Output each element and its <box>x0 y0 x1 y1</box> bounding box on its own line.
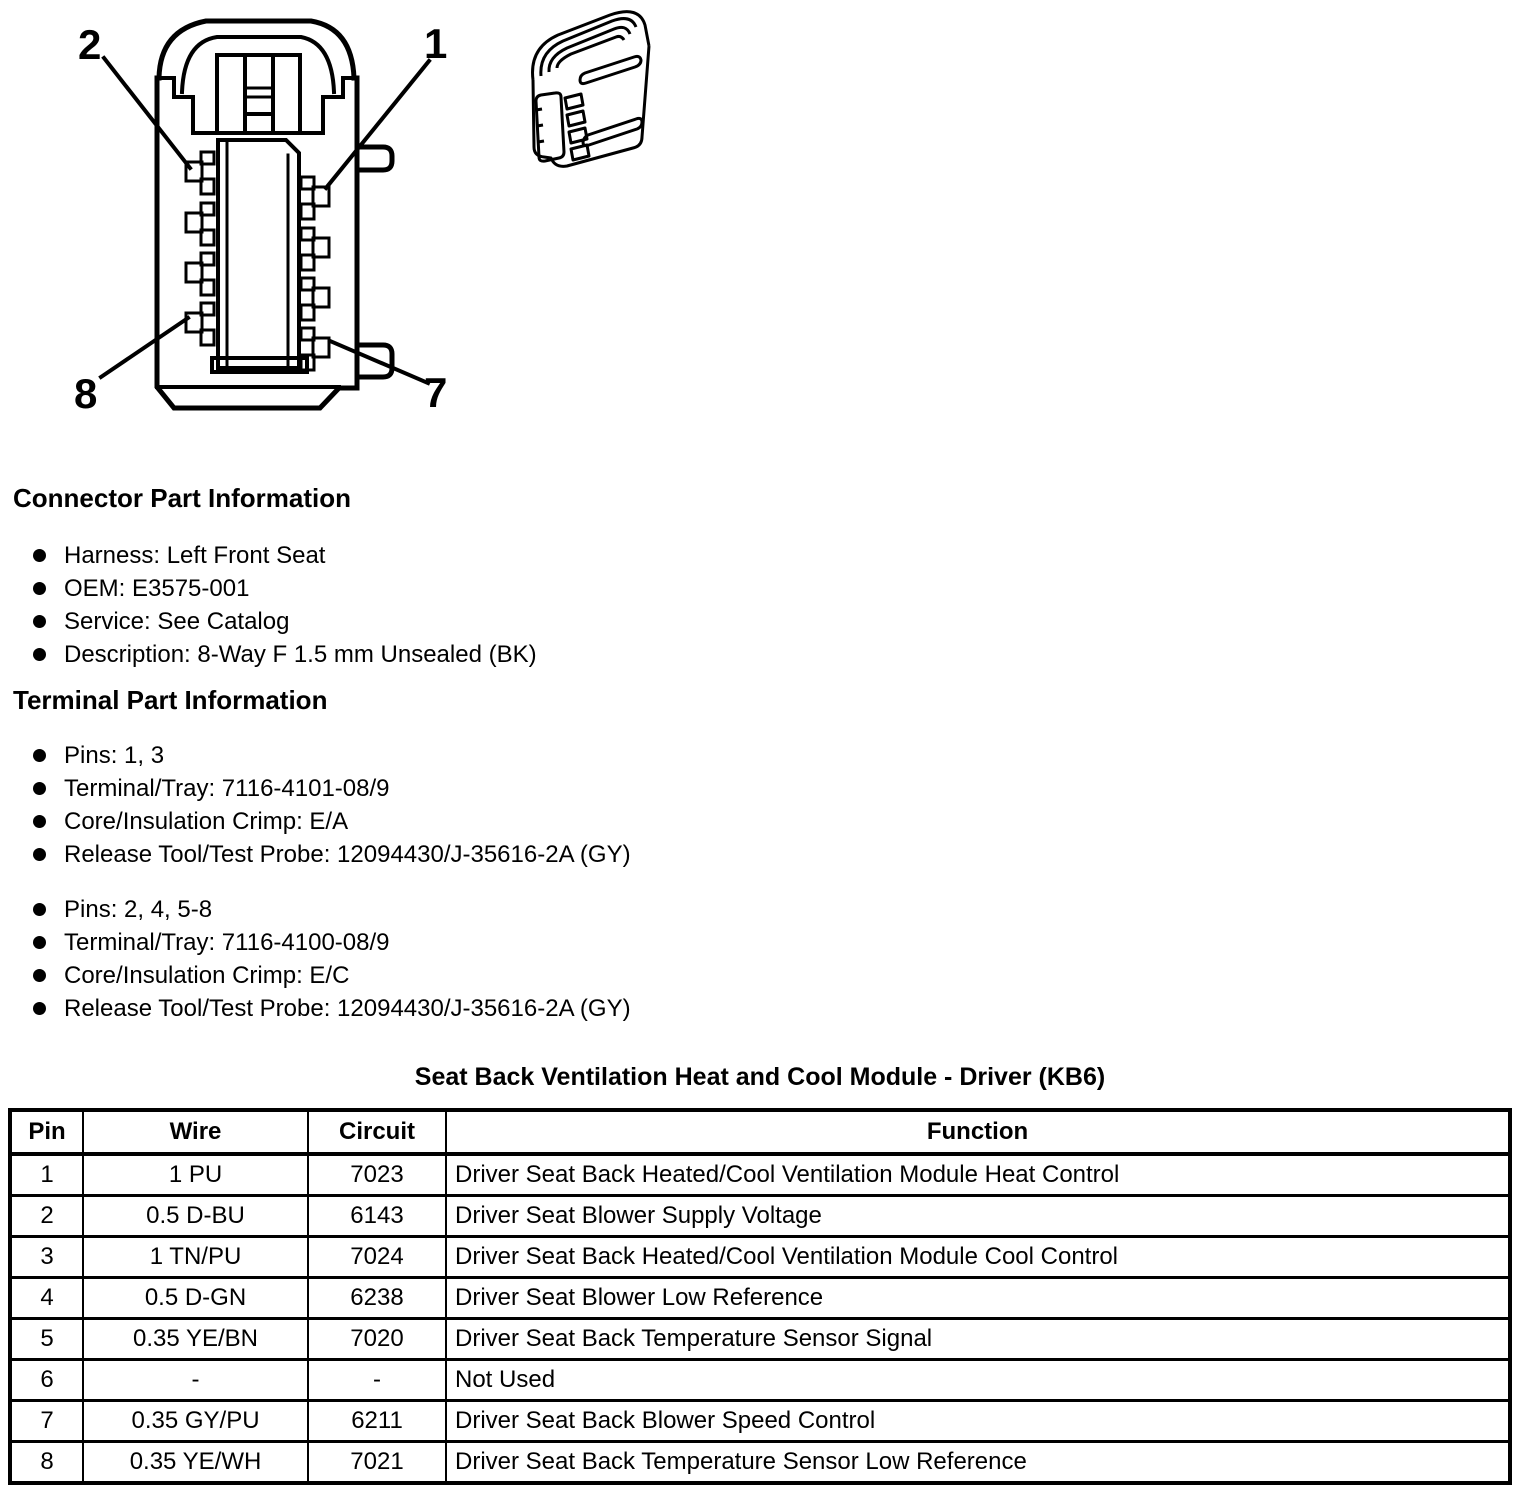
connector-diagrams <box>0 0 700 455</box>
function-cell: Driver Seat Back Temperature Sensor Signal <box>446 1319 1510 1360</box>
bullet-icon <box>33 848 46 861</box>
pin-table <box>8 1108 1512 1485</box>
circuit-cell: 7024 <box>308 1237 446 1278</box>
bullet-icon <box>33 648 46 661</box>
list-item <box>0 926 1520 959</box>
callout-pin-1: 1 <box>424 20 448 67</box>
pin-table-body <box>10 1154 1510 1483</box>
pin-cell: 1 <box>10 1154 83 1196</box>
bullet-icon <box>33 615 46 628</box>
list-item <box>0 638 1520 671</box>
wire-cell: 0.5 D-GN <box>83 1278 308 1319</box>
leader-line-pin-8 <box>101 318 188 377</box>
table-row <box>10 1319 1510 1360</box>
list-item-text: Pins: 1, 3 <box>64 741 165 769</box>
circuit-cell: 6211 <box>308 1401 446 1442</box>
list-item-text: Release Tool/Test Probe: 12094430/J-35616-2A (GY) <box>64 994 631 1022</box>
callout-pin-7: 7 <box>424 369 448 416</box>
pin-cell: 3 <box>10 1237 83 1278</box>
circuit-cell: 7023 <box>308 1154 446 1196</box>
connector-face-diagram <box>0 0 700 455</box>
col-header-circuit: Circuit <box>308 1110 446 1154</box>
bullet-icon <box>33 936 46 949</box>
wire-cell: 0.35 GY/PU <box>83 1401 308 1442</box>
table-row <box>10 1442 1510 1484</box>
terminal-part-info-heading: Terminal Part Information <box>13 685 328 715</box>
list-item-text: Description: 8-Way F 1.5 mm Unsealed (BK) <box>64 640 537 668</box>
pin-cell: 6 <box>10 1360 83 1401</box>
right-pin-row <box>301 177 329 370</box>
left-pin-row <box>186 152 214 345</box>
pin-cell: 7 <box>10 1401 83 1442</box>
function-cell: Driver Seat Back Temperature Sensor Low Reference <box>446 1442 1510 1484</box>
bullet-icon <box>33 782 46 795</box>
wire-cell: 1 TN/PU <box>83 1237 308 1278</box>
list-item-text: Core/Insulation Crimp: E/C <box>64 961 350 989</box>
connector-part-info-list <box>0 539 1520 671</box>
function-cell: Driver Seat Blower Supply Voltage <box>446 1196 1510 1237</box>
list-item <box>0 572 1520 605</box>
wire-cell: 0.5 D-BU <box>83 1196 308 1237</box>
wire-cell: 0.35 YE/WH <box>83 1442 308 1484</box>
col-header-wire: Wire <box>83 1110 308 1154</box>
function-cell: Driver Seat Back Heated/Cool Ventilation Module Heat Control <box>446 1154 1510 1196</box>
bullet-icon <box>33 815 46 828</box>
list-item <box>0 539 1520 572</box>
bullet-icon <box>33 582 46 595</box>
bullet-icon <box>33 969 46 982</box>
table-row <box>10 1278 1510 1319</box>
bullet-icon <box>33 1002 46 1015</box>
wire-cell: 1 PU <box>83 1154 308 1196</box>
wire-cell: 0.35 YE/BN <box>83 1319 308 1360</box>
function-cell: Not Used <box>446 1360 1510 1401</box>
list-item-text: Pins: 2, 4, 5-8 <box>64 895 213 923</box>
leader-line-pin-2 <box>104 58 190 168</box>
connector-part-info-heading: Connector Part Information <box>13 483 352 513</box>
list-item-text: Service: See Catalog <box>64 607 290 635</box>
circuit-cell: 6238 <box>308 1278 446 1319</box>
table-row <box>10 1154 1510 1196</box>
table-row <box>10 1196 1510 1237</box>
col-header-function: Function <box>446 1110 1510 1154</box>
circuit-cell: 7020 <box>308 1319 446 1360</box>
circuit-cell: - <box>308 1360 446 1401</box>
list-item <box>0 992 1520 1025</box>
list-item <box>0 959 1520 992</box>
list-item <box>0 838 1520 871</box>
table-row <box>10 1237 1510 1278</box>
table-header-row <box>10 1110 1510 1154</box>
wire-cell: - <box>83 1360 308 1401</box>
list-item-text: Terminal/Tray: 7116-4100-08/9 <box>64 928 390 956</box>
connector-3d-view <box>533 12 649 167</box>
list-item <box>0 772 1520 805</box>
function-cell: Driver Seat Blower Low Reference <box>446 1278 1510 1319</box>
list-item-text: OEM: E3575-001 <box>64 574 250 602</box>
pin-table-title: Seat Back Ventilation Heat and Cool Module - Driver (KB6) <box>414 1063 1106 1091</box>
list-item-text: Core/Insulation Crimp: E/A <box>64 807 349 835</box>
table-row <box>10 1360 1510 1401</box>
pin-cell: 2 <box>10 1196 83 1237</box>
list-item <box>0 805 1520 838</box>
callout-pin-2: 2 <box>78 21 102 68</box>
list-item-text: Terminal/Tray: 7116-4101-08/9 <box>64 774 390 802</box>
col-header-pin: Pin <box>10 1110 83 1154</box>
bullet-icon <box>33 903 46 916</box>
list-item-text: Release Tool/Test Probe: 12094430/J-35616-2A (GY) <box>64 840 631 868</box>
terminal-info-list-pins-1-3 <box>0 739 1520 871</box>
list-item <box>0 739 1520 772</box>
function-cell: Driver Seat Back Heated/Cool Ventilation Module Cool Control <box>446 1237 1510 1278</box>
function-cell: Driver Seat Back Blower Speed Control <box>446 1401 1510 1442</box>
terminal-info-list-pins-2-4-5-8 <box>0 893 1520 1025</box>
pin-cell: 5 <box>10 1319 83 1360</box>
circuit-cell: 7021 <box>308 1442 446 1484</box>
circuit-cell: 6143 <box>308 1196 446 1237</box>
table-row <box>10 1401 1510 1442</box>
pin-cell: 4 <box>10 1278 83 1319</box>
bullet-icon <box>33 549 46 562</box>
callout-pin-8: 8 <box>74 370 98 417</box>
list-item <box>0 893 1520 926</box>
pin-cell: 8 <box>10 1442 83 1484</box>
bullet-icon <box>33 749 46 762</box>
list-item-text: Harness: Left Front Seat <box>64 541 326 569</box>
list-item <box>0 605 1520 638</box>
